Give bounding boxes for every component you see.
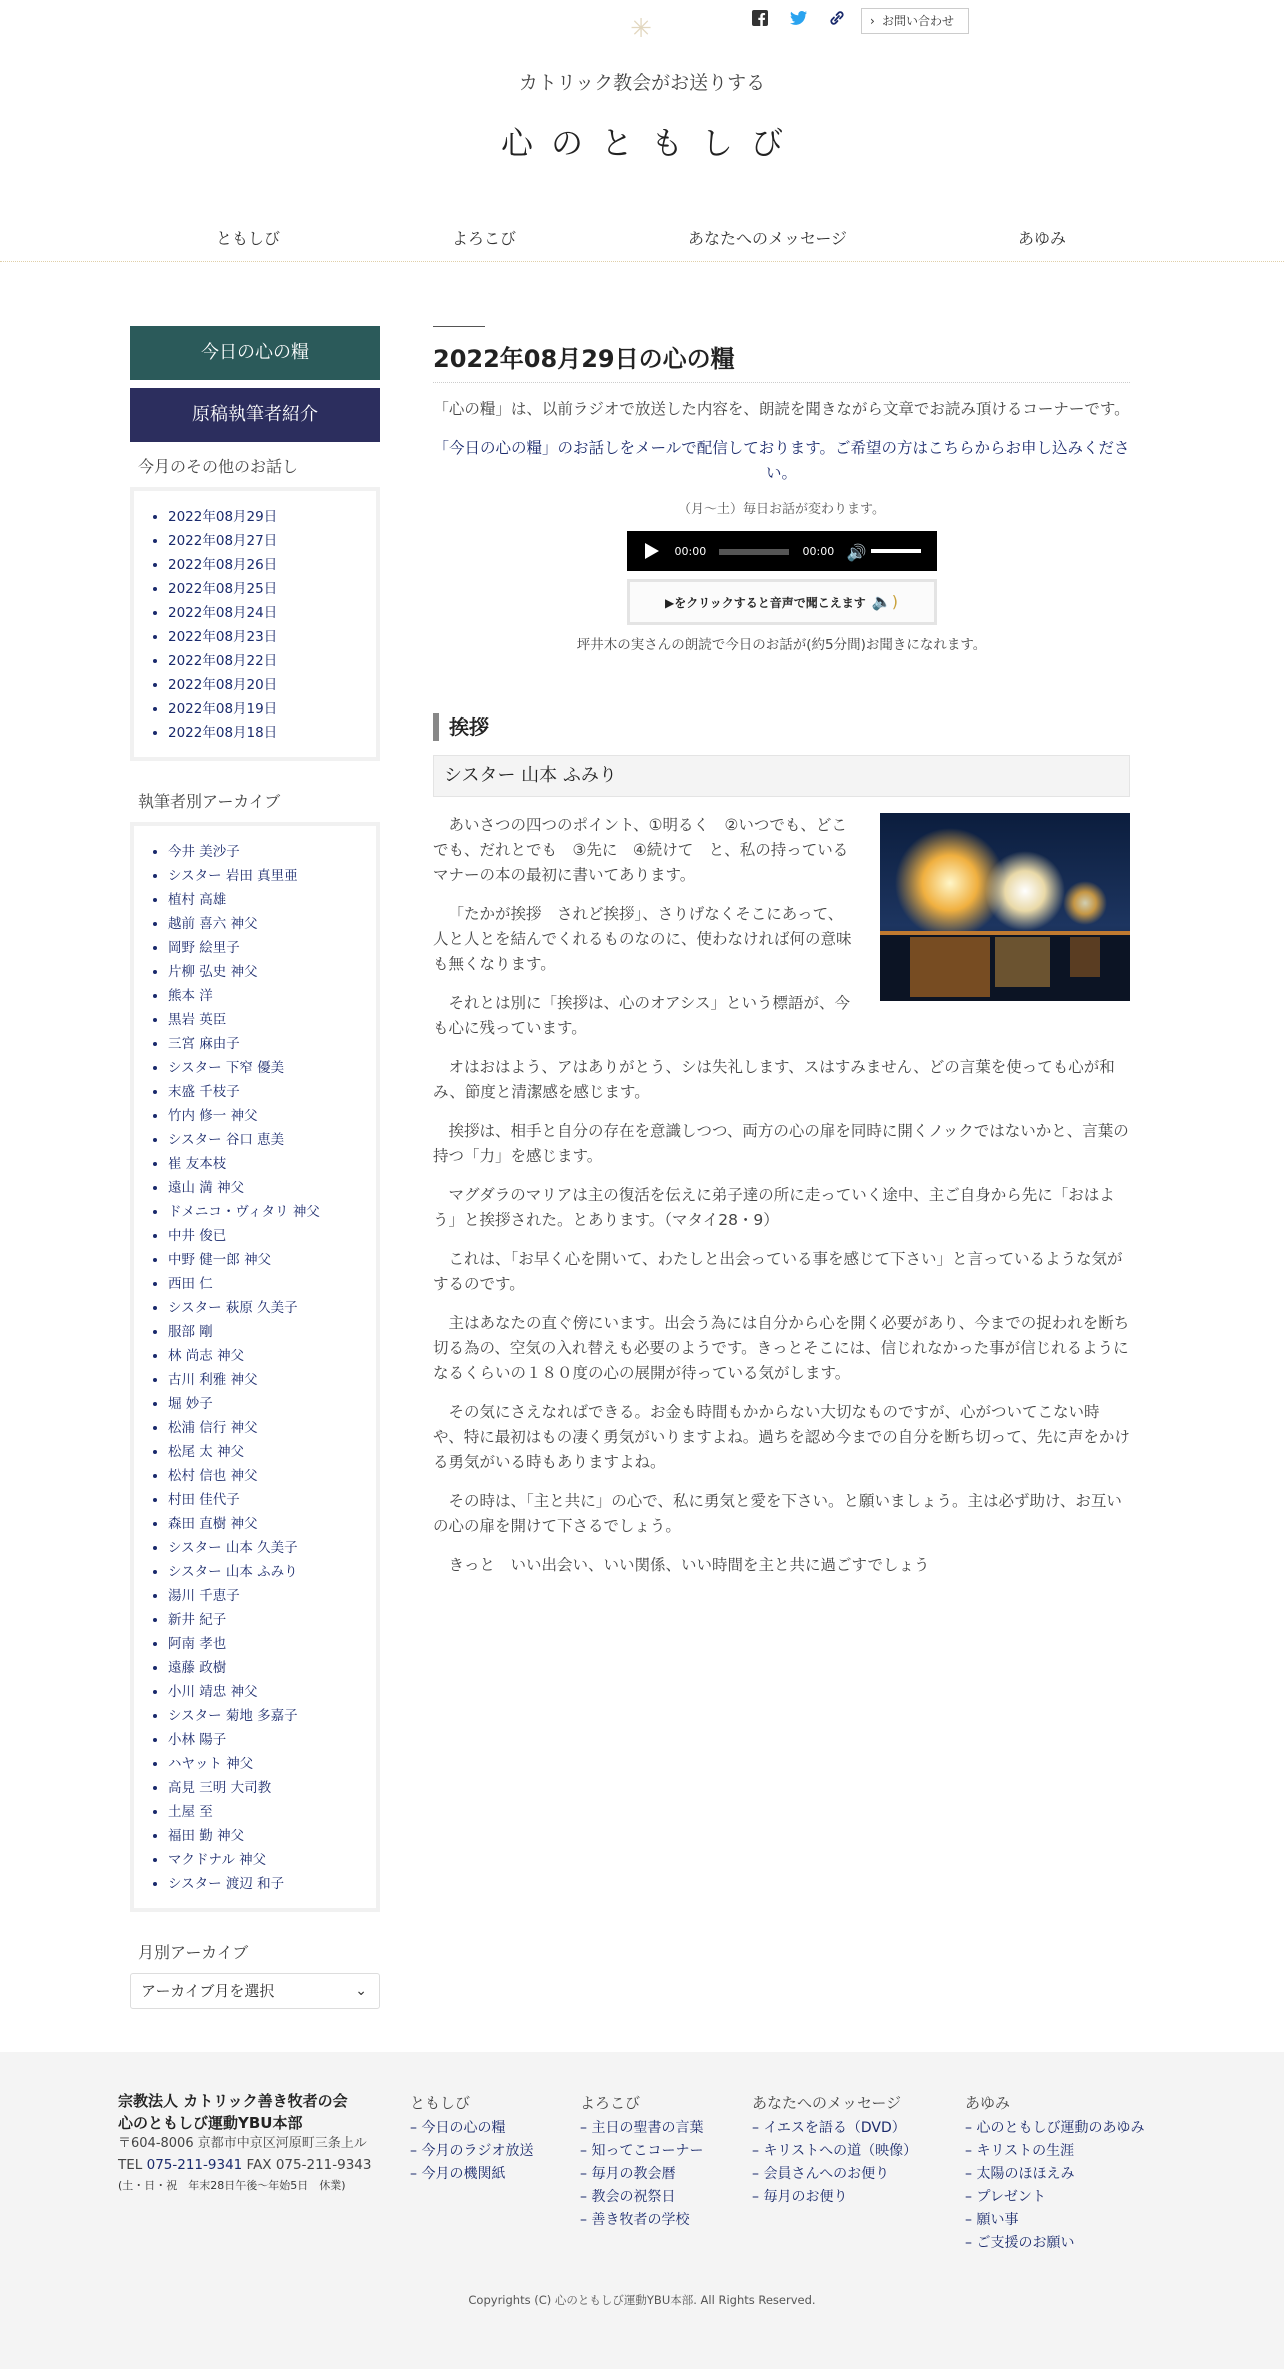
author-archive-item[interactable]: • 松浦 信行 神父 [168,1416,376,1440]
dash-bullet-icon: – [965,2166,977,2182]
author-archive-item[interactable]: • 三宮 麻由子 [168,1032,376,1056]
author-archive-item[interactable]: • 遠藤 政樹 [168,1656,376,1680]
dash-bullet-icon: – [410,2120,422,2136]
footer-link[interactable] [752,2140,917,2163]
article-paragraph: その時は、「主と共に」の心で、私に勇気と愛を下さい。と願いましょう。主は必ず助け、お互いの心の扉を開けて下さるでしょう。 [433,1492,1122,1535]
nav-yorokobi[interactable]: よろこび [452,229,517,248]
fireworks-photo [880,813,1130,1001]
author-archive-item[interactable]: • 土屋 至 [168,1800,376,1824]
dash-bullet-icon: – [752,2120,764,2136]
article-paragraph: きっと いい出会い、いい関係、いい時間を主と共に過ごすでしょう [448,1556,930,1574]
footer-link-label: 今月の機関紙 [421,2166,506,2182]
article-paragraph: マグダラのマリアは主の復活を伝えに弟子達の所に走っていく途中、主ご自身から先に「おはよう」と挨拶された。とあります。（マタイ28・9） [433,1186,1115,1229]
article-paragraph: あいさつの四つのポイント、①明るく ②いつでも、どこでも、だれとでも ③先に ④続けて と、私の持っているマナーの本の最初に書いてあります。 [433,816,849,884]
author-archive-item[interactable]: • 林 尚志 神父 [168,1344,376,1368]
footer-link[interactable] [752,2163,917,2186]
dash-bullet-icon: – [580,2189,592,2205]
footer-link[interactable] [410,2163,533,2186]
footer-link[interactable] [965,2163,1144,2186]
footer-link-label: 毎月の教会暦 [591,2166,676,2182]
monthly-archive-heading: 月別アーカイブ [138,1943,249,1962]
article-paragraph: それとは別に「挨拶は、心のオアシス」という標語が、今も心に残っています。 [433,994,850,1037]
page-title: 2022年08月29日の心の糧 [433,339,1130,383]
progress-bar[interactable] [719,549,789,555]
footer-column [965,2092,1144,2255]
footer-link-label: キリストへの道（映像） [763,2143,918,2159]
footer-column-heading[interactable]: あゆみ [965,2094,1011,2112]
footer-link-label: 主日の聖書の言葉 [591,2120,704,2136]
article-paragraph: 「たかが挨拶 されど挨拶」、さりげなくそこにあって、人と人とを結んでくれるものなのに、使わなければ何の意味も無くなります。 [433,905,852,973]
chevron-down-icon: ⌄ [355,1983,367,1999]
footer-link[interactable] [580,2117,703,2140]
dash-bullet-icon: – [580,2212,592,2228]
date-archive-item[interactable]: • 2022年08月24日 [168,601,376,625]
footer-link-label: 教会の祝祭日 [591,2189,676,2205]
dash-bullet-icon: – [410,2143,422,2159]
copyright: Copyrights (C) 心のともしび運動YBU本部. All Rights Reserved. [468,2293,816,2307]
footer [0,2052,1284,2369]
author-archive-item[interactable]: • 熊本 洋 [168,984,376,1008]
author-archive-item[interactable]: • シスター 山本 久美子 [168,1536,376,1560]
article-body [433,813,1130,1578]
author-archive-item[interactable]: • 片柳 弘史 神父 [168,960,376,984]
listen-label: ▶をクリックすると音声で聞こえます [665,596,866,610]
author-archive-item[interactable]: • 遠山 満 神父 [168,1176,376,1200]
footer-link[interactable] [965,2232,1144,2255]
reader-note: 坪井木の実さんの朗読で今日のお話が(約5分間)お聞きになれます。 [576,637,987,653]
article-paragraph: 主はあなたの直ぐ傍にいます。出会う為には自分から心を開く必要があり、今までの捉われを断ち切る為の、空気の入れ替えも必要のようです。きっとそこには、信じれなかった事が信じれるようになるくらいの１８０度の心の展開が待っている気がします。 [433,1314,1130,1382]
mail-signup-link[interactable]: 「今日の心の糧」のお話しをメールで配信しております。ご希望の方はこちらからお申し込みください。 [433,439,1130,482]
footer-link[interactable] [580,2209,703,2232]
date-archive-item[interactable]: • 2022年08月26日 [168,553,376,577]
footer-column [752,2092,917,2209]
listen-instruction [627,579,937,625]
author-archive-item[interactable]: • マクドナル 神父 [168,1848,376,1872]
audio-player [627,531,937,571]
author-archive-item[interactable]: • 小林 陽子 [168,1728,376,1752]
author-archive-item[interactable]: • シスター 岩田 真里亜 [168,864,376,888]
footer-link[interactable] [580,2163,703,2186]
volume-icon[interactable]: 🔊 [846,543,867,562]
main-content [433,326,1130,1592]
author-archive-item[interactable]: • ハヤット 神父 [168,1752,376,1776]
dash-bullet-icon: – [580,2166,592,2182]
dash-bullet-icon: – [965,2143,977,2159]
link-icon[interactable] [828,10,844,26]
play-icon[interactable] [645,543,659,559]
author-archive-item[interactable]: • 中野 健一郎 神父 [168,1248,376,1272]
date-archive-item[interactable]: • 2022年08月23日 [168,625,376,649]
global-nav [0,226,1284,262]
author-archive-item[interactable]: • 崔 友本枝 [168,1152,376,1176]
speaker-icon: 🔈) [871,592,898,611]
footer-link-label: 太陽のほほえみ [976,2166,1075,2182]
monthly-archive-select[interactable] [130,1973,380,2009]
footer-link[interactable] [752,2117,917,2140]
author-archive-heading: 執筆者別アーカイブ [138,792,281,811]
dash-bullet-icon: – [752,2189,764,2205]
author-archive-item[interactable]: • シスター 谷口 恵美 [168,1128,376,1152]
author-archive-item[interactable]: • 小川 靖忠 神父 [168,1680,376,1704]
footer-link-label: 善き牧者の学校 [591,2212,690,2228]
org-address: 〒604-8006 京都市中京区河原町三条上ル [118,2136,367,2151]
footer-column-heading[interactable]: よろこび [580,2094,641,2112]
dash-bullet-icon: – [580,2143,592,2159]
author-archive-item[interactable]: • 堀 妙子 [168,1392,376,1416]
other-stories-list [130,487,380,761]
section-title: 挨拶 [433,713,1130,741]
dash-bullet-icon: – [965,2212,977,2228]
sidebar [130,326,380,2009]
author-archive-item[interactable]: • 今井 美沙子 [168,840,376,864]
article-paragraph: その気にさえなればできる。お金も時間もかからない大切なものですが、心がついてこない時や、特に最初はもの凄く勇気がいりますよね。過ちを認め今までの自分を断ち切って、先に声をかける勇気がいる時もありますよね。 [433,1403,1130,1471]
footer-link[interactable] [965,2209,1144,2232]
dash-bullet-icon: – [965,2235,977,2251]
authors-intro-button[interactable]: 原稿執筆者紹介 [130,388,380,442]
star-logo-icon: ✳ [630,14,652,44]
twitter-icon[interactable] [790,10,806,26]
schedule-note: （月～土）毎日お話が変わります。 [678,502,885,517]
author-archive-item[interactable]: • 松村 信也 神父 [168,1464,376,1488]
footer-link[interactable] [580,2186,703,2209]
footer-column-heading[interactable]: あなたへのメッセージ [752,2094,902,2112]
footer-link-label: 知ってこコーナー [591,2143,704,2159]
contact-label: お問い合わせ [882,14,955,28]
author-archive-item[interactable]: • ドメニコ・ヴィタリ 神父 [168,1200,376,1224]
chevron-right-icon: › [870,14,875,28]
date-archive-item[interactable]: • 2022年08月20日 [168,673,376,697]
dash-bullet-icon: – [752,2166,764,2182]
author-archive-item[interactable]: • 西田 仁 [168,1272,376,1296]
author-archive-item[interactable]: • 村田 佳代子 [168,1488,376,1512]
footer-link-label: 心のともしび運動のあゆみ [976,2120,1145,2136]
author-archive-item[interactable]: • 湯川 千恵子 [168,1584,376,1608]
author-archive-item[interactable]: • 新井 紀子 [168,1608,376,1632]
intro-text: 「心の糧」は、以前ラジオで放送した内容を、朗読を聞きながら文章でお読み頂けるコーナーです。 [433,400,1130,418]
today-kokoro-button[interactable]: 今日の心の糧 [130,326,380,380]
footer-link[interactable] [410,2140,533,2163]
footer-link-label: ご支援のお願い [976,2235,1075,2251]
volume-slider[interactable] [871,549,921,553]
author-archive-item[interactable]: • 越前 喜六 神父 [168,912,376,936]
author-archive-item[interactable]: • シスター 渡辺 和子 [168,1872,376,1896]
dash-bullet-icon: – [965,2120,977,2136]
footer-link-label: プレゼント [976,2189,1046,2205]
contact-button[interactable] [861,8,969,34]
dash-bullet-icon: – [580,2120,592,2136]
current-time: 00:00 [674,545,707,558]
footer-link-label: 毎月のお便り [763,2189,848,2205]
tagline: カトリック教会がお送りする [518,72,766,94]
author-archive-item[interactable]: • 服部 剛 [168,1320,376,1344]
author-archive-item[interactable]: • 末盛 千枝子 [168,1080,376,1104]
article-paragraph: オはおはよう、アはありがとう、シは失礼します、スはすみません、どの言葉を使っても心が和み、節度と清潔感を感じます。 [433,1058,1115,1101]
author-name: シスター 山本 ふみり [433,755,1130,797]
date-archive-item[interactable]: • 2022年08月29日 [168,505,376,529]
business-hours: (土・日・祝 年末28日午後〜年始5日 休業) [118,2179,346,2192]
author-archive-item[interactable]: • 松尾 太 神父 [168,1440,376,1464]
org-phone [118,2154,388,2176]
social-links [752,10,844,26]
fax-number: FAX 075-211-9343 [246,2157,372,2173]
date-archive-item[interactable]: • 2022年08月18日 [168,721,376,745]
article-paragraph: これは、「お早く心を開いて、わたしと出会っている事を感じて下さい」と言っているような気がするのです。 [433,1250,1123,1293]
dash-bullet-icon: – [752,2143,764,2159]
nav-tomoshibi[interactable]: ともしび [216,229,281,248]
footer-link-label: キリストの生涯 [976,2143,1075,2159]
author-archive-item[interactable]: • シスター 山本 ふみり [168,1560,376,1584]
footer-link-label: 会員さんへのお便り [763,2166,890,2182]
date-archive-item[interactable]: • 2022年08月19日 [168,697,376,721]
footer-column [580,2092,703,2232]
footer-column-heading[interactable]: ともしび [410,2094,471,2112]
top-bar [0,0,1284,44]
author-archive-item[interactable]: • 竹内 修一 神父 [168,1104,376,1128]
site-name[interactable]: 心のともしび [500,124,801,162]
author-archive-item[interactable]: • シスター 菊地 多嘉子 [168,1704,376,1728]
footer-link-label: 願い事 [976,2212,1019,2228]
footer-column [410,2092,533,2186]
author-archive-item[interactable]: • シスター 萩原 久美子 [168,1296,376,1320]
author-archive-item[interactable]: • 高見 三明 大司教 [168,1776,376,1800]
monthly-select-value: アーカイブ月を選択 [141,1982,275,2000]
date-archive-item[interactable]: • 2022年08月27日 [168,529,376,553]
facebook-icon[interactable] [752,10,768,26]
org-sub-name: 心のともしび運動YBU本部 [118,2114,303,2132]
title-decoration [433,326,485,327]
footer-link[interactable] [965,2140,1144,2163]
author-archive-item[interactable]: • 岡野 絵里子 [168,936,376,960]
author-archive-item[interactable]: • 黒岩 英臣 [168,1008,376,1032]
footer-link-label: 今日の心の糧 [421,2120,506,2136]
tel-label: TEL [118,2157,143,2173]
author-archive-item[interactable]: • 阿南 孝也 [168,1632,376,1656]
footer-link[interactable] [965,2186,1144,2209]
footer-org-info [118,2090,388,2196]
dash-bullet-icon: – [410,2166,422,2182]
date-archive-item[interactable]: • 2022年08月22日 [168,649,376,673]
duration-time: 00:00 [802,545,835,558]
nav-ayumi[interactable]: あゆみ [1018,229,1067,248]
author-archive-item[interactable]: • 森田 直樹 神父 [168,1512,376,1536]
footer-link[interactable] [752,2186,917,2209]
author-archive-item[interactable]: • シスター 下窄 優美 [168,1056,376,1080]
footer-link[interactable] [580,2140,703,2163]
author-archive-item[interactable]: • 中井 俊已 [168,1224,376,1248]
date-archive-item[interactable]: • 2022年08月25日 [168,577,376,601]
org-name: 宗教法人 カトリック善き牧者の会 [118,2092,348,2110]
article-paragraph: 挨拶は、相手と自分の存在を意識しつつ、両方の心の扉を同時に開くノックではないかと、言葉の持つ「力」を感じます。 [433,1122,1129,1165]
author-archive-item[interactable]: • 福田 勤 神父 [168,1824,376,1848]
nav-message[interactable]: あなたへのメッセージ [688,229,848,248]
author-archive-item[interactable]: • 古川 利雅 神父 [168,1368,376,1392]
dash-bullet-icon: – [965,2189,977,2205]
tel-number[interactable]: 075-211-9341 [146,2157,243,2173]
footer-link[interactable] [410,2117,533,2140]
footer-link[interactable] [965,2117,1144,2140]
author-archive-item[interactable]: • 植村 高雄 [168,888,376,912]
other-stories-heading: 今月のその他のお話し [138,457,299,476]
footer-link-label: イエスを語る（DVD） [763,2120,906,2136]
author-archive-list [130,822,380,1912]
footer-link-label: 今月のラジオ放送 [421,2143,534,2159]
